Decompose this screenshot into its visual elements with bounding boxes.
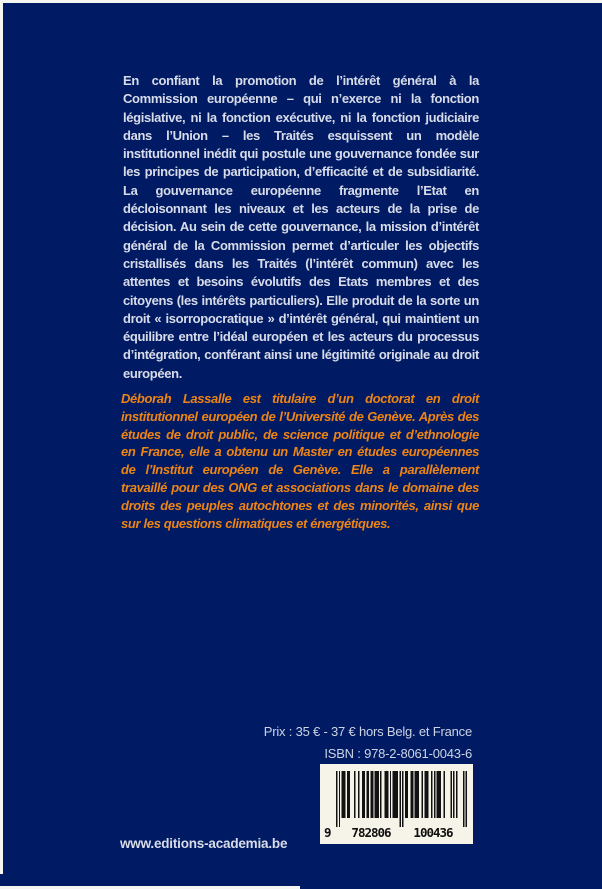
barcode-svg	[336, 771, 467, 829]
isbn-line: ISBN : 978-2-8061-0043-6	[324, 746, 472, 761]
publisher-website: www.editions-academia.be	[120, 836, 288, 851]
price-line: Prix : 35 € - 37 € hors Belg. et France	[263, 724, 472, 739]
scan-edge-left	[0, 0, 3, 874]
pricing-block	[200, 721, 472, 765]
barcode-digits	[320, 825, 473, 840]
barcode	[320, 764, 473, 844]
scan-edge-top	[0, 0, 602, 3]
barcode-digits-group1: 782806	[351, 825, 391, 840]
synopsis-text: En confiant la promotion de l’intérêt général à la Commission européenne – qui n’exerce ni la fonction législative, ni la fonction exécutive, ni la fonction judiciaire dans l’Union – les Traités esquissent un modèle institutionnel inédit qui postule une gouvernance fondée sur les principes de participation, d’efficacité et de subsidiarité. La gouvernance européenne fragmente l’Etat en décloisonnant les niveaux et les acteurs de la prise de décision. Au sein de cette gouvernance, la mission d’intérêt général de la Commission permet d’articuler les objectifs cristallisés dans les Traités (l’intérêt commun) avec les attentes et besoins évolutifs des Etats membres et des citoyens (les intérêts particuliers). Elle produit de la sorte un droit « isorropocratique » d’intérêt général, qui maintient un équilibre entre l’idéal européen et les acteurs du processus d’intégration, conférant ainsi une légitimité originale au droit européen.	[123, 73, 479, 381]
author-bio-text: Déborah Lassalle est titulaire d’un doctorat en droit institutionnel européen de l’Université de Genève. Après des études de droit public, de science politique et d’ethnologie en France, elle a obtenu un Master en études européennes de l’Institut européen de Genève. Elle a parallèlement travaillé pour des ONG et associations dans le domaine des droits des peuples autochtones et des minorités, ainsi que sur les questions climatiques et énergétiques.	[121, 391, 479, 531]
barcode-digits-group2: 100436	[413, 825, 453, 840]
barcode-digit-prefix: 9	[324, 825, 332, 840]
